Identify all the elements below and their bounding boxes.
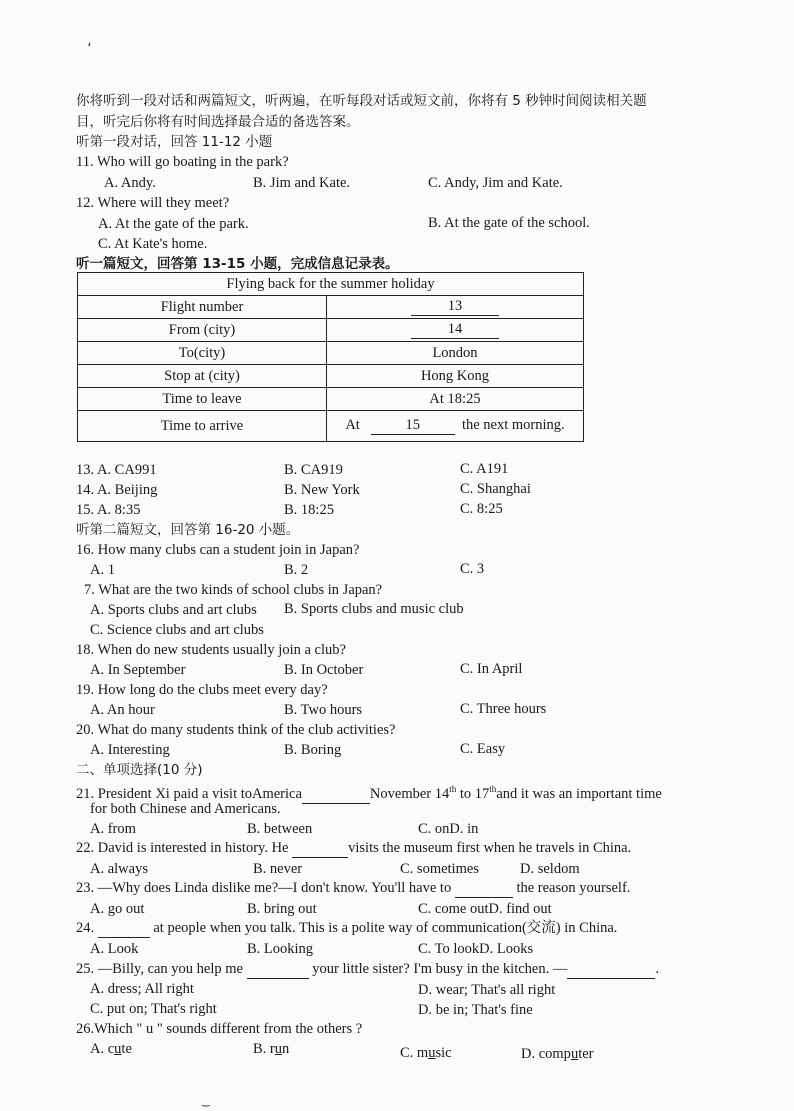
q19-option-b: B. Two hours	[284, 702, 363, 718]
q21-blank	[302, 785, 370, 804]
q21-text-mid: to 17	[456, 785, 490, 802]
row-label-to-city: To(city)	[78, 342, 327, 365]
q21-question-line2: for both Chinese and Americans.	[90, 801, 281, 817]
q24-blank	[98, 919, 150, 938]
q11-option-b: B. Jim and Kate.	[253, 175, 351, 191]
q12-option-c: C. At Kate's home.	[98, 236, 208, 252]
q22-question	[76, 839, 631, 858]
q22-text-post: visits the museum first when he travels in China.	[348, 840, 632, 856]
q25-option-d: D. be in; That's fine	[418, 1002, 533, 1018]
section3-title: 听第二篇短文，回答第 16-20 小题。	[76, 522, 300, 538]
q25-option-c: C. put on; That's right	[90, 1001, 217, 1017]
q22-option-a: A. always	[90, 861, 148, 877]
q19-option-a: A. An hour	[90, 702, 155, 718]
q11-option-a: A. Andy.	[104, 175, 156, 191]
q20-option-b: B. Boring	[284, 742, 342, 758]
q15-option-b: B. 18:25	[284, 502, 334, 518]
blank-14: 14	[411, 321, 499, 339]
q23-option-a: A. go out	[90, 901, 145, 917]
q24-text-pre: 24.	[76, 920, 95, 936]
q21-sup-2: th	[489, 784, 497, 794]
q11-option-c: C. Andy, Jim and Kate.	[428, 175, 563, 191]
row-value-time-to-leave: At 18:25	[327, 388, 584, 411]
q16-option-a: A. 1	[90, 562, 115, 578]
section1-title: 听第一段对话，回答 11-12 小题	[76, 134, 273, 150]
q23-text-pre: 23. —Why does Linda dislike me?—I don't know. You'll have to	[76, 880, 452, 896]
q26-option-d	[521, 1045, 593, 1063]
q14-option-c: C. Shanghai	[460, 481, 531, 497]
q25-option-a: A. dress; All right	[90, 981, 194, 997]
row-value-time-to-arrive	[327, 411, 584, 442]
q26-c-post: sic	[435, 1045, 452, 1061]
q21-sup-1: th	[449, 784, 457, 794]
intro-line-2: 目，听完后你将有时间选择最合适的备选答案。	[76, 114, 360, 130]
q14-option-b: B. New York	[284, 482, 360, 498]
blank-15: 15	[371, 417, 455, 435]
scan-mark-bottom: ‿	[202, 1096, 211, 1107]
q20-question: 20. What do many students think of the club activities?	[76, 722, 396, 738]
q13-option-a: 13. A. CA991	[76, 462, 157, 478]
q22-text-pre: 22. David is interested in history. He	[76, 840, 289, 856]
q14-option-a: 14. A. Beijing	[76, 482, 158, 498]
q25-blank-2	[567, 960, 655, 979]
q21-option-c: C. onD. in	[418, 821, 479, 837]
q22-option-b: B. never	[253, 861, 303, 877]
q24-option-b: B. Looking	[247, 941, 314, 957]
q23-option-b: B. bring out	[247, 901, 317, 917]
q24-text-post: at people when you talk. This is a polite way of communication(交流) in China.	[153, 920, 618, 936]
q25-blank-1	[247, 960, 309, 979]
q26-b-u: u	[274, 1041, 282, 1057]
q21-text-post: November 14	[369, 785, 450, 802]
q26-d-u: u	[570, 1046, 579, 1062]
q26-a-u: u	[114, 1041, 122, 1057]
q20-option-a: A. Interesting	[90, 742, 170, 758]
q15-option-a: 15. A. 8:35	[76, 502, 141, 518]
q19-question: 19. How long do the clubs meet every day?	[76, 682, 328, 698]
q26-a-pre: A. c	[90, 1041, 115, 1057]
q24-option-a: A. Look	[90, 941, 139, 957]
q23-option-c: C. come outD. find out	[418, 901, 552, 917]
row-value-stop-at: Hong Kong	[327, 365, 584, 388]
row-label-time-to-leave: Time to leave	[78, 388, 327, 411]
q21-text-pre: 21. President Xi paid a visit toAmerica	[76, 785, 302, 802]
q12-question: 12. Where will they meet?	[76, 195, 230, 211]
q17-option-b: B. Sports clubs and music club	[284, 601, 464, 617]
q13-option-b: B. CA919	[284, 462, 343, 478]
info-record-table	[77, 272, 584, 442]
q13-option-c: C. A191	[460, 461, 509, 477]
q26-b-pre: B. r	[253, 1041, 275, 1057]
q22-option-c: C. sometimes	[400, 861, 479, 877]
q23-question	[76, 879, 630, 898]
row-label-flight-number: Flight number	[78, 296, 327, 319]
q26-option-c	[400, 1044, 452, 1062]
row-value-flight-number	[327, 296, 584, 319]
q17-option-c: C. Science clubs and art clubs	[90, 622, 264, 638]
row-label-stop-at: Stop at (city)	[78, 365, 327, 388]
table-title: Flying back for the summer holiday	[78, 273, 584, 296]
q18-option-c: C. In April	[460, 661, 523, 677]
q17-question: 7. What are the two kinds of school clubs in Japan?	[84, 582, 383, 598]
row-label-from-city: From (city)	[78, 319, 327, 342]
q25-text-pre: 25. —Billy, can you help me	[76, 961, 243, 977]
q26-d-pre: D. comp	[521, 1046, 571, 1062]
q21-option-a: A. from	[90, 821, 136, 837]
q25-option-b: D. wear; That's all right	[418, 982, 556, 998]
q16-question: 16. How many clubs can a student join in Japan?	[76, 542, 360, 558]
row-label-time-to-arrive: Time to arrive	[78, 411, 327, 442]
q23-blank	[455, 879, 513, 898]
q26-c-u: u	[428, 1045, 436, 1061]
q25-question: 25. —Billy, can you help me your little sister? I'm busy in the kitchen. — .	[76, 961, 659, 977]
intro-line-1: 你将听到一段对话和两篇短文，听两遍，在听每段对话或短文前，你将有 5 秒钟时间阅读相关题	[76, 93, 647, 109]
row-value-to-city: London	[327, 342, 584, 365]
q18-option-b: B. In October	[284, 662, 364, 678]
q26-question: 26.Which " u " sounds different from the others ?	[76, 1021, 363, 1037]
q24-question	[76, 919, 617, 938]
q26-option-b	[253, 1040, 289, 1058]
q26-option-a	[90, 1040, 132, 1058]
q19-option-c: C. Three hours	[460, 701, 547, 717]
q25-text-post: your little sister? I'm busy in the kitchen. —	[312, 961, 568, 977]
section2-title: 听一篇短文，回答第 13-15 小题，完成信息记录表。	[76, 256, 399, 272]
arrive-prefix: At	[345, 417, 360, 433]
q18-option-a: A. In September	[90, 662, 186, 678]
q18-question: 18. When do new students usually join a club?	[76, 642, 346, 658]
q26-c-pre: C. m	[400, 1045, 429, 1061]
blank-13: 13	[411, 298, 499, 316]
q15-option-c: C. 8:25	[460, 501, 503, 517]
q11-question: 11. Who will go boating in the park?	[76, 154, 289, 170]
q12-option-a: A. At the gate of the park.	[98, 216, 249, 232]
q26-a-post: te	[121, 1041, 132, 1057]
q12-option-b: B. At the gate of the school.	[428, 215, 590, 231]
scan-mark: ،	[87, 35, 92, 50]
q21-text-end: and it was an important time	[496, 785, 662, 802]
row-value-from-city	[327, 319, 584, 342]
arrive-suffix: the next morning.	[461, 417, 565, 433]
q16-option-c: C. 3	[460, 561, 485, 577]
q26-b-post: n	[282, 1041, 290, 1057]
q22-option-d: D. seldom	[520, 861, 580, 877]
q24-option-c: C. To lookD. Looks	[418, 941, 534, 957]
q17-option-a: A. Sports clubs and art clubs	[90, 602, 257, 618]
q22-blank	[292, 839, 348, 858]
q23-text-post: the reason yourself.	[516, 880, 631, 896]
q20-option-c: C. Easy	[460, 741, 506, 757]
q16-option-b: B. 2	[284, 562, 309, 578]
q21-option-b: B. between	[247, 821, 313, 837]
section4-title: 二、单项选择(10 分)	[76, 762, 203, 778]
q26-d-post: ter	[578, 1046, 594, 1062]
